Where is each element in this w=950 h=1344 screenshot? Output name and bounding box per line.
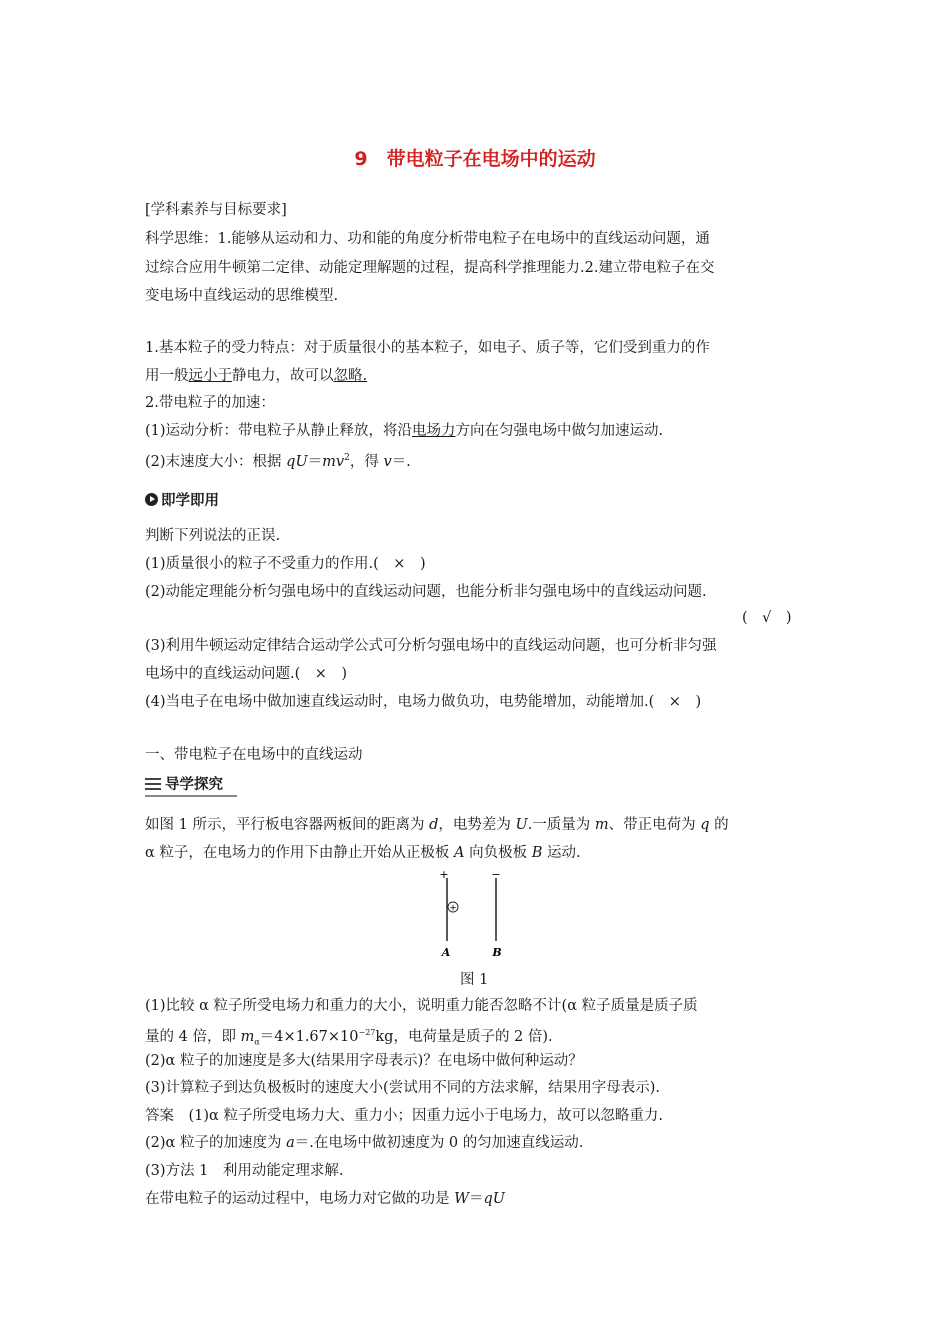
minus-sign: − [491,868,501,881]
blank-answer: 远小于 [188,368,232,384]
quiz-header: 即学即用 [145,489,219,510]
question-1b: 量的 4 倍，即 $m_\alpha=4\times 1.67\times 10^{-27}kg$，电荷量是质子的 2 倍). [145,1028,553,1047]
plus-sign: + [439,868,449,881]
quiz-q3a: (3)利用牛顿运动定律结合运动学公式可分析匀强电场中的直线运动问题，也可分析非匀强 [145,638,717,654]
particle-sign: + [449,903,457,914]
answer-2: (2)α 粒子的加速度为 a＝.在电场中做初速度为 0 的匀加速直线运动. [145,1135,584,1151]
basics-p1a: 1.基本粒子的受力特点：对于质量很小的基本粒子，如电子、质子等，它们受到重力的作 [145,340,710,356]
label-b: B [492,946,502,959]
goals-line-3: 变电场中直线运动的思维模型. [145,288,339,304]
blank-answer: 电场力 [412,423,456,439]
capacitor-figure [430,868,520,968]
desc-line-1: 如图 1 所示，平行板电容器两板间的距离为 d，电势差为 U.一质量为 m、带正电荷为 q 的 [145,817,729,833]
basics-p4: (2)末速度大小：根据 $qU=mv^2$，得 v＝. [145,453,411,470]
list-icon [145,777,161,791]
section-title: 一、带电粒子在电场中的直线运动 [145,747,363,763]
quiz-q1: (1)质量很小的粒子不受重力的作用.( × ) [145,556,426,572]
question-2: (2)α 粒子的加速度是多大(结果用字母表示)？在电场中做何种运动？ [145,1053,583,1069]
answer-3: (3)方法 1 利用动能定理求解. [145,1163,344,1179]
basics-p2: 2.带电粒子的加速： [145,395,275,411]
goals-line-1: 科学思维：1.能够从运动和力、功和能的角度分析带电粒子在电场中的直线运动问题，通 [145,231,710,247]
quiz-q2-mark: ( √ ) [742,610,792,626]
question-3: (3)计算粒子到达负极板时的速度大小(尝试用不同的方法求解，结果用字母表示). [145,1080,660,1096]
basics-p1b: 用一般远小于静电力，故可以忽略. [145,368,368,384]
answer-4: 在带电粒子的运动过程中，电场力对它做的功是 W＝qU [145,1191,506,1207]
question-1a: (1)比较 α 粒子所受电场力和重力的大小，说明重力能否忽略不计(α 粒子质量是质子质 [145,998,698,1014]
answer-1: 答案 (1)α 粒子所受电场力大、重力小；因重力远小于电场力，故可以忽略重力. [145,1108,664,1124]
page-title: 9 带电粒子在电场中的运动 [354,148,596,170]
quiz-q4: (4)当电子在电场中做加速直线运动时，电场力做负功，电势能增加，动能增加.( × ) [145,694,702,710]
play-icon [145,493,158,506]
goals-line-2: 过综合应用牛顿第二定律、动能定理解题的过程，提高科学推理能力.2.建立带电粒子在交 [145,260,715,276]
quiz-q2: (2)动能定理能分析匀强电场中的直线运动问题，也能分析非匀强电场中的直线运动问题. [145,584,707,600]
guide-header: 导学探究 [145,773,223,794]
divider [145,795,237,797]
basics-p3: (1)运动分析：带电粒子从静止释放，将沿电场力方向在匀强电场中做匀加速运动. [145,423,664,439]
quiz-q3b: 电场中的直线运动问题.( × ) [145,666,348,682]
label-a: A [441,946,451,959]
blank-answer: 忽略. [333,368,368,384]
goals-heading: [学科素养与目标要求] [145,202,287,218]
quiz-intro: 判断下列说法的正误. [145,528,281,544]
desc-line-2: α 粒子，在电场力的作用下由静止开始从正极板 A 向负极板 B 运动. [145,845,581,861]
figure-caption: 图 1 [460,972,489,988]
